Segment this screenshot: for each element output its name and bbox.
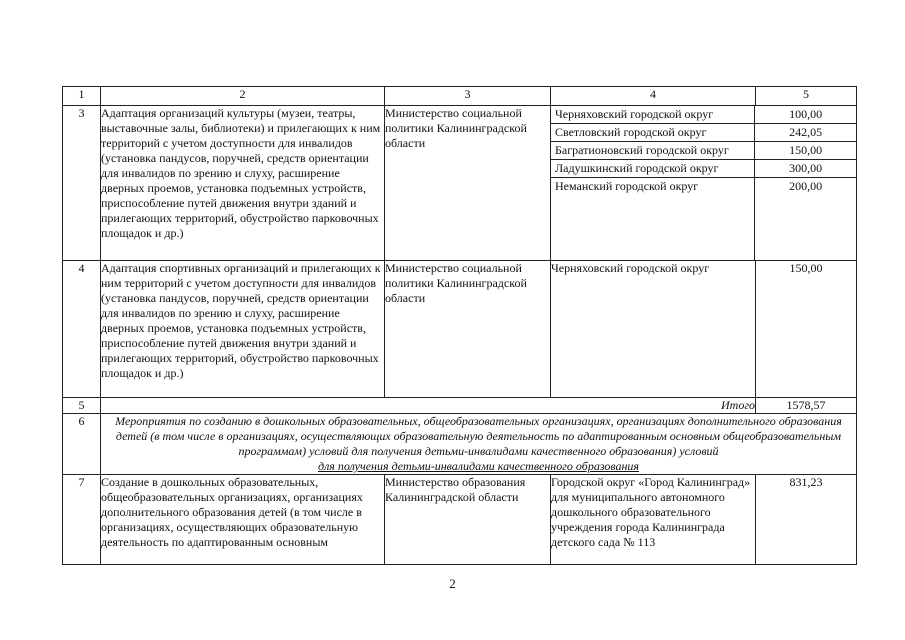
row-number: 5 — [63, 398, 101, 414]
district-row — [551, 160, 856, 178]
section-heading-text: Мероприятия по созданию в дошкольных образовательных, общеобразовательных организациях, организациях дополнительного образования детей (в том числе в организациях, осуществляющих образовательную деятельность по адаптированным основным общеобразовательным программам) условий для получения детьми-инвалидами качественного образования) условий — [115, 414, 842, 458]
responsible-ministry: Министерство социальной политики Калининградской области — [385, 106, 551, 261]
district-row — [551, 142, 856, 160]
measure-description: Создание в дошкольных образовательных, общеобразовательных организациях, организациях дополнительного образования детей (в том числе в организациях, осуществляющих образовательную деятельность по адаптированным основным — [101, 475, 385, 565]
district-name: Багратионовский городской округ — [551, 142, 755, 159]
district-name: Городской округ «Город Калининград» для муниципального автономного дошкольного образовательного учреждения города Калининграда детского сада № 113 — [551, 475, 756, 565]
measure-description: Адаптация спортивных организаций и прилегающих к ним территорий с учетом доступности для инвалидов (установка пандусов, поручней, средств ориентации для инвалидов по зрению и слуху, расширение дверных проемов, установка подъемных устройств, приспособление путей движения внутри зданий и прилегающих территорий, обустройство парковочных площадок и др.) — [101, 261, 385, 398]
district-amount: 242,05 — [789, 125, 823, 139]
measure-description: Адаптация организаций культуры (музеи, театры, выставочные залы, библиотеки) и прилегающих к ним территорий с учетом доступности для инвалидов (установка пандусов, поручней, средств ориентации для инвалидов по зрению и слуху, расширение дверных проемов, установка подъемных устройств, приспособление путей движения внутри зданий и прилегающих территорий, обустройство парковочных площадок и др.) — [101, 106, 385, 261]
table-row — [63, 106, 857, 261]
responsible-ministry: Министерство социальной политики Калининградской области — [385, 261, 551, 398]
section-heading-underlined: для получения детьми-инвалидами качественного образования — [318, 459, 639, 473]
header-col-2: 2 — [101, 87, 385, 106]
responsible-ministry: Министерство образования Калининградской области — [385, 475, 551, 565]
table-row — [63, 261, 857, 398]
district-name: Черняховский городской округ — [551, 106, 755, 123]
district-name: Неманский городской округ — [551, 178, 755, 260]
row-number: 4 — [63, 261, 101, 398]
district-name: Светловский городской округ — [551, 124, 755, 141]
district-amount: 100,00 — [789, 107, 823, 121]
district-amount: 150,00 — [756, 261, 857, 398]
row-number: 6 — [63, 414, 101, 475]
total-row — [63, 398, 857, 414]
measures-table — [62, 86, 857, 565]
total-amount: 1578,57 — [756, 398, 857, 414]
page-number: 2 — [449, 576, 456, 591]
table-header-row — [63, 87, 857, 106]
district-name: Черняховский городской округ — [551, 261, 756, 398]
districts-block — [551, 106, 857, 261]
district-row — [551, 178, 856, 260]
header-col-3: 3 — [385, 87, 551, 106]
header-col-4: 4 — [551, 87, 756, 106]
district-amount: 831,23 — [756, 475, 857, 565]
table-row — [63, 475, 857, 565]
district-row — [551, 106, 856, 124]
section-heading — [101, 414, 857, 475]
row-number: 3 — [63, 106, 101, 261]
section-row — [63, 414, 857, 475]
district-row — [551, 124, 856, 142]
district-name: Ладушкинский городской округ — [551, 160, 755, 177]
row-number: 7 — [63, 475, 101, 565]
district-amount: 150,00 — [789, 143, 823, 157]
header-col-5: 5 — [756, 87, 857, 106]
header-col-1: 1 — [63, 87, 101, 106]
total-label: Итого — [101, 398, 756, 414]
district-amount: 300,00 — [789, 161, 823, 175]
district-amount: 200,00 — [789, 179, 823, 193]
